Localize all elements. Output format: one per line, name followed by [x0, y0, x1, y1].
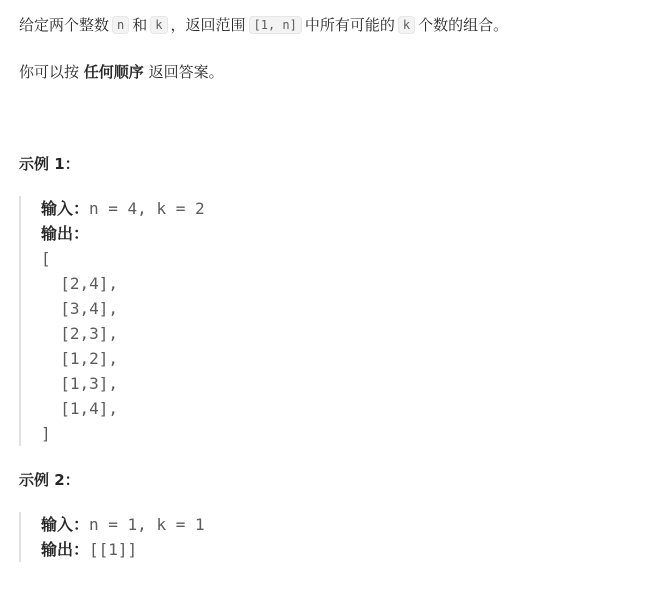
code-range: [1, n]	[249, 16, 302, 34]
example-2-input-line	[41, 512, 205, 537]
order-bold: 任何顺序	[83, 63, 144, 81]
example-1-input-value: n = 4, k = 2	[89, 199, 205, 218]
example-1-output-line-1: [	[41, 249, 51, 268]
example-1-output-line-5: [1,2],	[41, 349, 119, 368]
example-1-input-line	[41, 196, 205, 221]
example-2-input-value: n = 1, k = 1	[89, 515, 205, 534]
example-2-title: 示例 2：	[19, 471, 80, 489]
example-1-title: 示例 1：	[19, 155, 80, 173]
order-statement	[19, 60, 224, 84]
example-2-output-label: 输出：	[41, 540, 90, 559]
statement-text-4: 中所有可能的	[304, 16, 395, 34]
code-k: k	[150, 16, 167, 34]
statement-text-5: 个数的组合。	[418, 16, 509, 34]
example-1-output-label: 输出：	[41, 224, 90, 243]
example-1-block	[19, 196, 205, 446]
example-1-output-line-4: [2,3],	[41, 324, 119, 343]
example-1-output-line-6: [1,3],	[41, 374, 119, 393]
example-1-output-line-2: [2,4],	[41, 274, 119, 293]
example-1-output-line-3: [3,4],	[41, 299, 119, 318]
order-text-1: 你可以按	[19, 63, 80, 81]
example-2-block	[19, 512, 205, 562]
statement-text-1: 给定两个整数	[19, 16, 110, 34]
example-1-output-line-7: [1,4],	[41, 399, 119, 418]
statement-text-3: ，返回范围	[170, 16, 246, 34]
example-1-output-line	[41, 221, 205, 246]
example-1-output-line-8: ]	[41, 424, 51, 443]
statement-text-2: 和	[132, 16, 148, 34]
example-2-input-label: 输入：	[41, 515, 90, 534]
example-2-output-line	[41, 537, 205, 562]
example-2-output-value: [[1]]	[89, 540, 138, 559]
order-text-2: 返回答案。	[148, 63, 224, 81]
example-1-input-label: 输入：	[41, 199, 90, 218]
problem-statement	[19, 13, 508, 37]
code-n: n	[112, 16, 129, 34]
code-k-2: k	[398, 16, 415, 34]
